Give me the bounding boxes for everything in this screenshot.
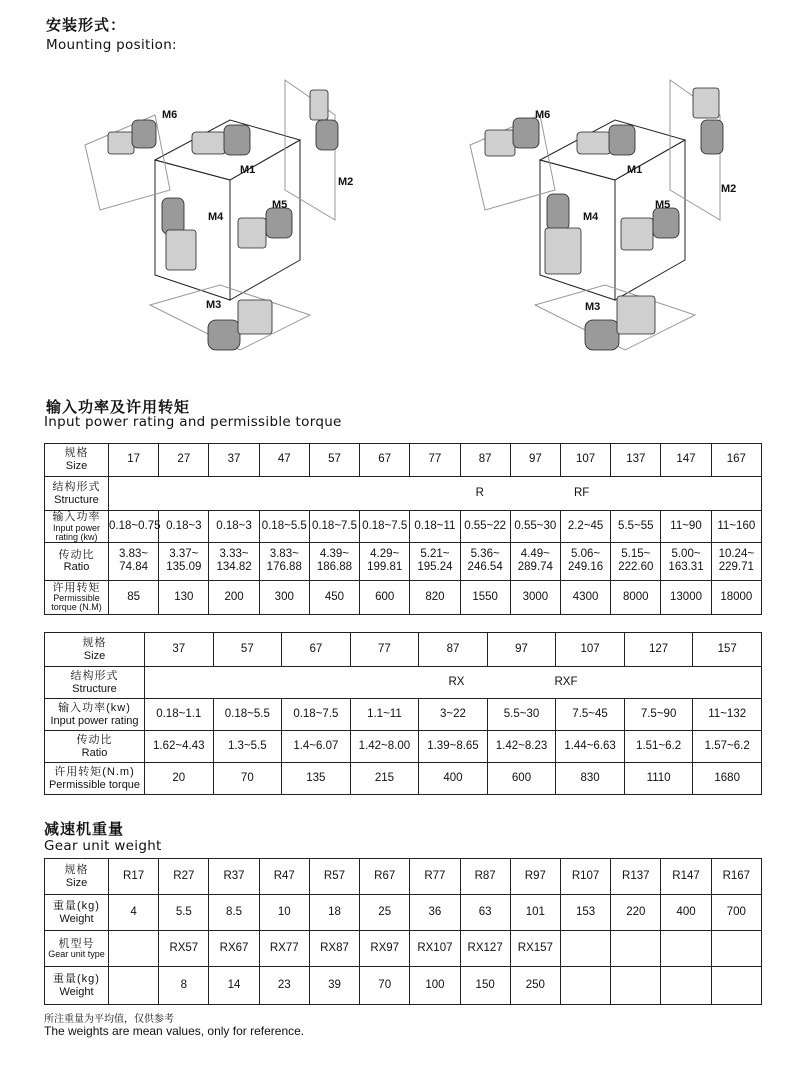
size-cell: 37 — [145, 633, 214, 667]
size-cell: R137 — [611, 859, 661, 895]
weight2-header: 重量(kg) Weight — [45, 967, 109, 1005]
type-cell — [611, 931, 661, 967]
torque-cell: 600 — [487, 763, 556, 795]
weight2-cell — [661, 967, 711, 1005]
size-header: 规格 Size — [45, 444, 109, 477]
size-cell: 107 — [556, 633, 625, 667]
gear-motor-m5-icon — [238, 208, 292, 248]
ratio-cell: 5.00~ 163.31 — [661, 542, 711, 580]
ratio-cell: 5.15~ 222.60 — [611, 542, 661, 580]
torque-cell: 13000 — [661, 580, 711, 614]
power-cell: 5.5~55 — [611, 511, 661, 543]
label-m3: M3 — [585, 301, 601, 313]
weight-cell: 4 — [109, 895, 159, 931]
size-cell: 167 — [711, 444, 761, 477]
weight-title-en: Gear unit weight — [44, 838, 162, 854]
size-cell: R57 — [309, 859, 359, 895]
ratio-cell: 5.06~ 249.16 — [560, 542, 610, 580]
type-cell: RX87 — [309, 931, 359, 967]
power-header: 输入功率(kw) Input power rating — [45, 699, 145, 731]
row-power — [45, 699, 762, 731]
power-cell: 11~132 — [693, 699, 762, 731]
mounting-title-en: Mounting position: — [46, 37, 177, 53]
type-cell: RX157 — [510, 931, 560, 967]
size-cell: 67 — [360, 444, 410, 477]
size-cell: 97 — [510, 444, 560, 477]
size-cell: 27 — [159, 444, 209, 477]
size-cell: 127 — [624, 633, 693, 667]
power-cell: 0.55~30 — [510, 511, 560, 543]
size-cell: R17 — [109, 859, 159, 895]
size-cell: 77 — [350, 633, 419, 667]
size-cell: 147 — [661, 444, 711, 477]
flange-motor-m5-icon — [621, 208, 679, 250]
power-cell: 5.5~30 — [487, 699, 556, 731]
ratio-cell: 1.57~6.2 — [693, 731, 762, 763]
power-header: 输入功率 Input power rating (kw) — [45, 511, 109, 543]
power-cell: 1.1~11 — [350, 699, 419, 731]
weight2-cell: 100 — [410, 967, 460, 1005]
torque-header: 许用转矩 Permissible torque (N.M) — [45, 580, 109, 614]
mounting-diagram-rf — [455, 70, 755, 370]
label-m6: M6 — [535, 109, 551, 121]
size-cell: R107 — [560, 859, 610, 895]
size-cell: R147 — [661, 859, 711, 895]
label-m4: M4 — [583, 211, 599, 223]
power-table-r — [44, 443, 762, 615]
power-cell: 7.5~90 — [624, 699, 693, 731]
torque-cell: 70 — [213, 763, 282, 795]
ratio-cell: 1.62~4.43 — [145, 731, 214, 763]
flange-motor-m1-icon — [577, 125, 635, 155]
power-table-rx — [44, 632, 762, 795]
size-cell: 17 — [109, 444, 159, 477]
power-cell: 0.18~5.5 — [213, 699, 282, 731]
torque-cell: 20 — [145, 763, 214, 795]
ratio-cell: 1.42~8.23 — [487, 731, 556, 763]
torque-cell: 300 — [259, 580, 309, 614]
power-cell: 3~22 — [419, 699, 488, 731]
weight-title-zh: 减速机重量 — [44, 820, 125, 838]
row-size — [45, 633, 762, 667]
type-cell — [109, 931, 159, 967]
weight-header: 重量(kg) Weight — [45, 895, 109, 931]
size-cell: R167 — [711, 859, 761, 895]
mounting-diagram-r — [70, 70, 370, 370]
row-torque — [45, 580, 762, 614]
mounting-title-zh: 安装形式： — [46, 16, 127, 34]
torque-cell: 820 — [410, 580, 460, 614]
power-cell: 7.5~45 — [556, 699, 625, 731]
size-cell: 57 — [213, 633, 282, 667]
label-m3: M3 — [206, 299, 222, 311]
weight2-cell: 39 — [309, 967, 359, 1005]
label-m4: M4 — [208, 211, 224, 223]
weight-cell: 5.5 — [159, 895, 209, 931]
weight-cell: 101 — [510, 895, 560, 931]
ratio-cell: 5.36~ 246.54 — [460, 542, 510, 580]
power-cell: 11~90 — [661, 511, 711, 543]
weight2-cell: 250 — [510, 967, 560, 1005]
weight2-cell — [711, 967, 761, 1005]
label-m2: M2 — [721, 183, 737, 195]
ratio-cell: 5.21~ 195.24 — [410, 542, 460, 580]
size-cell: 67 — [282, 633, 351, 667]
row-size — [45, 859, 762, 895]
ratio-cell: 4.39~ 186.88 — [309, 542, 359, 580]
torque-cell: 200 — [209, 580, 259, 614]
weight-cell: 36 — [410, 895, 460, 931]
row-weight — [45, 895, 762, 931]
ratio-cell: 1.3~5.5 — [213, 731, 282, 763]
size-cell: 57 — [309, 444, 359, 477]
label-m6: M6 — [162, 109, 178, 121]
torque-cell: 600 — [360, 580, 410, 614]
weight2-cell — [611, 967, 661, 1005]
power-cell: 0.18~1.1 — [145, 699, 214, 731]
type-cell: RX77 — [259, 931, 309, 967]
power-title-zh: 输入功率及许用转矩 — [46, 398, 191, 416]
type-cell — [711, 931, 761, 967]
power-cell: 11~160 — [711, 511, 761, 543]
row-power — [45, 511, 762, 543]
type-cell: RX97 — [360, 931, 410, 967]
weight-cell: 8.5 — [209, 895, 259, 931]
power-cell: 0.55~22 — [460, 511, 510, 543]
label-m5: M5 — [272, 199, 288, 211]
weight-cell: 220 — [611, 895, 661, 931]
ratio-cell: 3.33~ 134.82 — [209, 542, 259, 580]
torque-cell: 85 — [109, 580, 159, 614]
ratio-cell: 1.39~8.65 — [419, 731, 488, 763]
size-header: 规格 Size — [45, 859, 109, 895]
ratio-cell: 1.42~8.00 — [350, 731, 419, 763]
torque-cell: 1680 — [693, 763, 762, 795]
size-cell: R47 — [259, 859, 309, 895]
torque-cell: 18000 — [711, 580, 761, 614]
size-cell: R37 — [209, 859, 259, 895]
torque-cell: 1110 — [624, 763, 693, 795]
size-cell: R27 — [159, 859, 209, 895]
size-cell: 47 — [259, 444, 309, 477]
power-cell: 0.18~5.5 — [259, 511, 309, 543]
type-cell — [661, 931, 711, 967]
weight-cell: 18 — [309, 895, 359, 931]
power-cell: 0.18~7.5 — [360, 511, 410, 543]
row-torque — [45, 763, 762, 795]
size-cell: R87 — [460, 859, 510, 895]
note-en: The weights are mean values, only for reference. — [44, 1024, 305, 1038]
size-cell: R67 — [360, 859, 410, 895]
weight-cell: 700 — [711, 895, 761, 931]
type-cell: RX57 — [159, 931, 209, 967]
size-cell: 77 — [410, 444, 460, 477]
power-cell: 0.18~7.5 — [282, 699, 351, 731]
torque-cell: 8000 — [611, 580, 661, 614]
type-cell — [560, 931, 610, 967]
ratio-cell: 10.24~ 229.71 — [711, 542, 761, 580]
size-cell: 137 — [611, 444, 661, 477]
weight2-cell: 23 — [259, 967, 309, 1005]
weight2-cell — [109, 967, 159, 1005]
weight2-cell: 14 — [209, 967, 259, 1005]
weight-cell: 63 — [460, 895, 510, 931]
power-cell: 0.18~11 — [410, 511, 460, 543]
ratio-cell: 4.29~ 199.81 — [360, 542, 410, 580]
size-cell: 157 — [693, 633, 762, 667]
torque-cell: 830 — [556, 763, 625, 795]
type-header: 机型号 Gear unit type — [45, 931, 109, 967]
row-size — [45, 444, 762, 477]
structure-header: 结构形式 Structure — [45, 667, 145, 699]
size-cell: R97 — [510, 859, 560, 895]
size-header: 规格 Size — [45, 633, 145, 667]
gear-motor-m2-icon — [310, 90, 338, 150]
ratio-cell: 1.44~6.63 — [556, 731, 625, 763]
type-cell: RX67 — [209, 931, 259, 967]
weight2-cell: 8 — [159, 967, 209, 1005]
torque-cell: 4300 — [560, 580, 610, 614]
power-cell: 0.18~0.75 — [109, 511, 159, 543]
ratio-cell: 4.49~ 289.74 — [510, 542, 560, 580]
row-structure — [45, 477, 762, 511]
ratio-header: 传动比 Ratio — [45, 542, 109, 580]
type-cell: RX107 — [410, 931, 460, 967]
power-cell: 2.2~45 — [560, 511, 610, 543]
ratio-cell: 3.83~ 74.84 — [109, 542, 159, 580]
row-ratio — [45, 731, 762, 763]
size-cell: 37 — [209, 444, 259, 477]
weight-cell: 153 — [560, 895, 610, 931]
torque-cell: 450 — [309, 580, 359, 614]
row-weight2 — [45, 967, 762, 1005]
label-m2: M2 — [338, 176, 354, 188]
structure-header: 结构形式 Structure — [45, 477, 109, 511]
row-ratio — [45, 542, 762, 580]
size-cell: R77 — [410, 859, 460, 895]
type-cell: RX127 — [460, 931, 510, 967]
torque-cell: 3000 — [510, 580, 560, 614]
flange-motor-m4-icon — [545, 194, 581, 274]
weight-cell: 10 — [259, 895, 309, 931]
structure-cell: RX RXF — [145, 667, 762, 699]
weight-table — [44, 858, 762, 1005]
label-m1: M1 — [240, 164, 256, 176]
note-zh: 所注重量为平均值，仅供参考 — [44, 1014, 174, 1025]
structure-cell: R RF — [109, 477, 762, 511]
size-cell: 97 — [487, 633, 556, 667]
flange-motor-m2-icon — [693, 88, 723, 154]
torque-cell: 130 — [159, 580, 209, 614]
row-structure — [45, 667, 762, 699]
gear-motor-m6-icon — [108, 120, 156, 154]
power-cell: 0.18~7.5 — [309, 511, 359, 543]
torque-cell: 400 — [419, 763, 488, 795]
row-type — [45, 931, 762, 967]
gear-motor-m1-icon — [192, 125, 250, 155]
torque-cell: 1550 — [460, 580, 510, 614]
weight-cell: 400 — [661, 895, 711, 931]
torque-cell: 215 — [350, 763, 419, 795]
flange-motor-m6-icon — [485, 118, 539, 156]
ratio-header: 传动比 Ratio — [45, 731, 145, 763]
size-cell: 87 — [460, 444, 510, 477]
weight2-cell: 70 — [360, 967, 410, 1005]
power-cell: 0.18~3 — [159, 511, 209, 543]
ratio-cell: 1.4~6.07 — [282, 731, 351, 763]
ratio-cell: 3.83~ 176.88 — [259, 542, 309, 580]
weight2-cell: 150 — [460, 967, 510, 1005]
torque-cell: 135 — [282, 763, 351, 795]
ratio-cell: 3.37~ 135.09 — [159, 542, 209, 580]
torque-header: 许用转矩(N.m) Permissible torque — [45, 763, 145, 795]
gear-motor-m4-icon — [162, 198, 196, 270]
size-cell: 87 — [419, 633, 488, 667]
weight2-cell — [560, 967, 610, 1005]
power-title-en: Input power rating and permissible torque — [44, 414, 342, 430]
label-m5: M5 — [655, 199, 671, 211]
weight-cell: 25 — [360, 895, 410, 931]
ratio-cell: 1.51~6.2 — [624, 731, 693, 763]
label-m1: M1 — [627, 164, 643, 176]
size-cell: 107 — [560, 444, 610, 477]
power-cell: 0.18~3 — [209, 511, 259, 543]
